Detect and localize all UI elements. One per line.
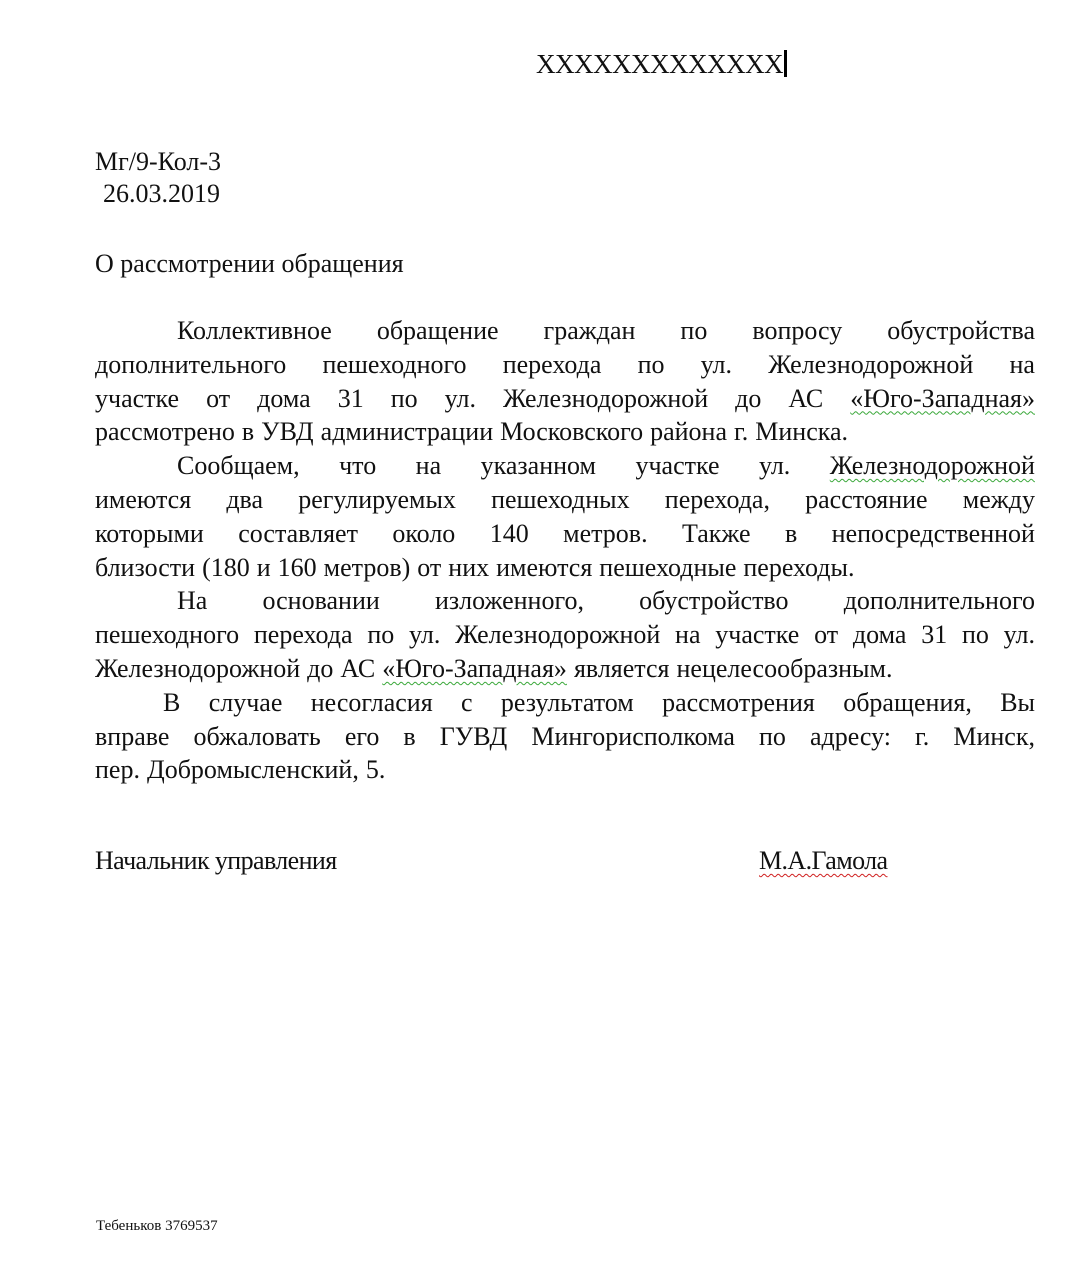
word: два — [226, 484, 264, 514]
word: что — [339, 451, 377, 481]
word: (180 — [202, 552, 250, 582]
word: г. — [915, 721, 930, 751]
paragraph-line — [95, 652, 1035, 686]
text-cursor — [784, 50, 787, 77]
word: Минск, — [953, 721, 1035, 751]
word: участке — [635, 451, 720, 481]
word: 160 — [277, 552, 317, 582]
grammar-flagged-word[interactable]: Железнодорожной — [829, 451, 1035, 481]
word: вопросу — [752, 316, 843, 345]
word: пешеходного — [95, 620, 240, 650]
word: ГУВД — [439, 721, 508, 751]
word: 31 — [337, 383, 364, 413]
word: регулируемых — [298, 484, 456, 514]
executor-note: Тебеньков 3769537 — [96, 1218, 218, 1234]
word: АС — [788, 383, 824, 413]
paragraph-line — [95, 314, 1035, 348]
word: Железнодорожной — [768, 349, 974, 379]
word: них — [448, 552, 490, 582]
word: от — [814, 620, 839, 650]
word: по — [758, 721, 786, 751]
word: обустройства — [887, 316, 1035, 345]
document-subject: О рассмотрении обращения — [95, 249, 404, 278]
word: расстояние — [805, 484, 928, 514]
grammar-flagged-word[interactable]: «Юго-Западная» — [850, 383, 1035, 413]
word: и — [256, 552, 271, 582]
word: граждан — [543, 316, 636, 345]
word: в — [403, 721, 416, 751]
word: изложенного, — [434, 586, 584, 616]
word: Железнодорожной — [503, 383, 709, 413]
word: перехода — [253, 620, 353, 650]
word: от — [417, 552, 442, 582]
signatory-name[interactable]: М.А.Гамола — [759, 846, 888, 875]
word: на — [415, 451, 442, 481]
word: основании — [262, 586, 380, 616]
word: дополнительного — [843, 586, 1035, 616]
reference-number: Мг/9-Кол-3 — [95, 147, 222, 176]
paragraph-line — [95, 483, 1035, 517]
word: по — [680, 316, 708, 345]
word: Также — [681, 518, 751, 548]
word: района — [650, 417, 728, 447]
word: г. — [734, 417, 749, 447]
word: дома — [852, 620, 907, 650]
word: между — [962, 484, 1035, 514]
word: его — [344, 721, 380, 751]
word: имеются — [496, 552, 593, 582]
word: случае — [208, 687, 283, 717]
word: АС — [340, 653, 376, 683]
word: близости — [95, 552, 196, 582]
word: Железнодорожной — [95, 653, 301, 683]
word: ул. — [700, 349, 733, 379]
word: пешеходных — [491, 484, 630, 514]
paragraph-line — [95, 449, 1035, 483]
word: до — [307, 653, 334, 683]
word: результатом — [500, 687, 634, 717]
word: ул. — [1003, 620, 1035, 650]
word: Минска. — [755, 417, 849, 447]
word: вправе — [95, 721, 170, 751]
paragraph-line — [95, 517, 1035, 551]
word: ул. — [758, 451, 791, 481]
word: администрации — [320, 417, 494, 447]
signatory-position: Начальник управления — [95, 846, 337, 875]
word: обращение — [376, 316, 499, 345]
word: обжаловать — [193, 721, 321, 751]
document-body — [95, 314, 1035, 787]
paragraph-1 — [95, 314, 1035, 449]
word: Добромысленский, — [146, 755, 359, 785]
word: по — [961, 620, 989, 650]
paragraph-line — [95, 382, 1035, 416]
paragraph-line — [95, 415, 1035, 449]
word: указанном — [480, 451, 596, 481]
word: на — [675, 620, 701, 650]
word: является — [573, 653, 670, 683]
word: около — [392, 518, 456, 548]
word: которыми — [95, 518, 204, 548]
word: в — [241, 417, 255, 447]
word: пешеходные — [599, 552, 737, 582]
word: рассмотрено — [95, 417, 235, 447]
word: Мингорисполкома — [531, 721, 735, 751]
paragraph-line — [95, 720, 1035, 754]
word: рассмотрения — [662, 687, 815, 717]
word: Сообщаем, — [177, 451, 300, 481]
word: до — [735, 383, 762, 413]
word: метров. — [563, 518, 648, 548]
document-date: 26.03.2019 — [103, 179, 220, 208]
word: Коллективное — [177, 316, 332, 345]
word: нецелесообразным. — [676, 653, 893, 683]
word: 31 — [921, 620, 948, 650]
word: переходы. — [743, 552, 855, 582]
word: В — [163, 687, 181, 717]
word: обустройство — [639, 586, 789, 616]
word: адресу: — [809, 721, 891, 751]
word: имеются — [95, 484, 192, 514]
word: от — [206, 383, 231, 413]
word: по — [390, 383, 418, 413]
word: 140 — [489, 518, 529, 548]
paragraph-3 — [95, 584, 1035, 685]
word: в — [784, 518, 798, 548]
paragraph-line — [95, 618, 1035, 652]
paragraph-line — [95, 584, 1035, 618]
word: составляет — [238, 518, 358, 548]
word: перехода — [502, 349, 602, 379]
paragraph-4 — [95, 686, 1035, 787]
word: на — [1009, 349, 1035, 379]
redacted-addressee[interactable] — [536, 46, 787, 82]
word: с — [461, 687, 473, 717]
paragraph-line — [95, 551, 1035, 585]
word: Железнодорожной — [455, 620, 661, 650]
redacted-addressee-text: XXXXXXXXXXXXX — [536, 49, 783, 79]
word: по — [367, 620, 395, 650]
word: Вы — [1000, 687, 1035, 717]
word: УВД — [261, 417, 314, 447]
paragraph-line — [95, 686, 1035, 720]
word: участке — [715, 620, 800, 650]
paragraph-line — [95, 753, 1035, 787]
word: по — [637, 349, 665, 379]
word: ул. — [444, 383, 476, 413]
word: участке — [95, 383, 180, 413]
word: пер. — [95, 755, 140, 785]
word: несогласия — [310, 687, 433, 717]
word: На — [177, 586, 208, 616]
word: метров) — [323, 552, 411, 582]
word: дома — [257, 383, 311, 413]
word: непосредственной — [831, 518, 1035, 548]
word: Московского — [500, 417, 644, 447]
word: перехода, — [664, 484, 770, 514]
paragraph-line — [95, 348, 1035, 382]
grammar-flagged-word[interactable]: «Юго-Западная» — [382, 653, 567, 683]
word: ул. — [409, 620, 441, 650]
word: 5. — [365, 755, 386, 785]
word: пешеходного — [322, 349, 467, 379]
word: обращения, — [843, 687, 972, 717]
word: дополнительного — [95, 349, 287, 379]
paragraph-2 — [95, 449, 1035, 584]
